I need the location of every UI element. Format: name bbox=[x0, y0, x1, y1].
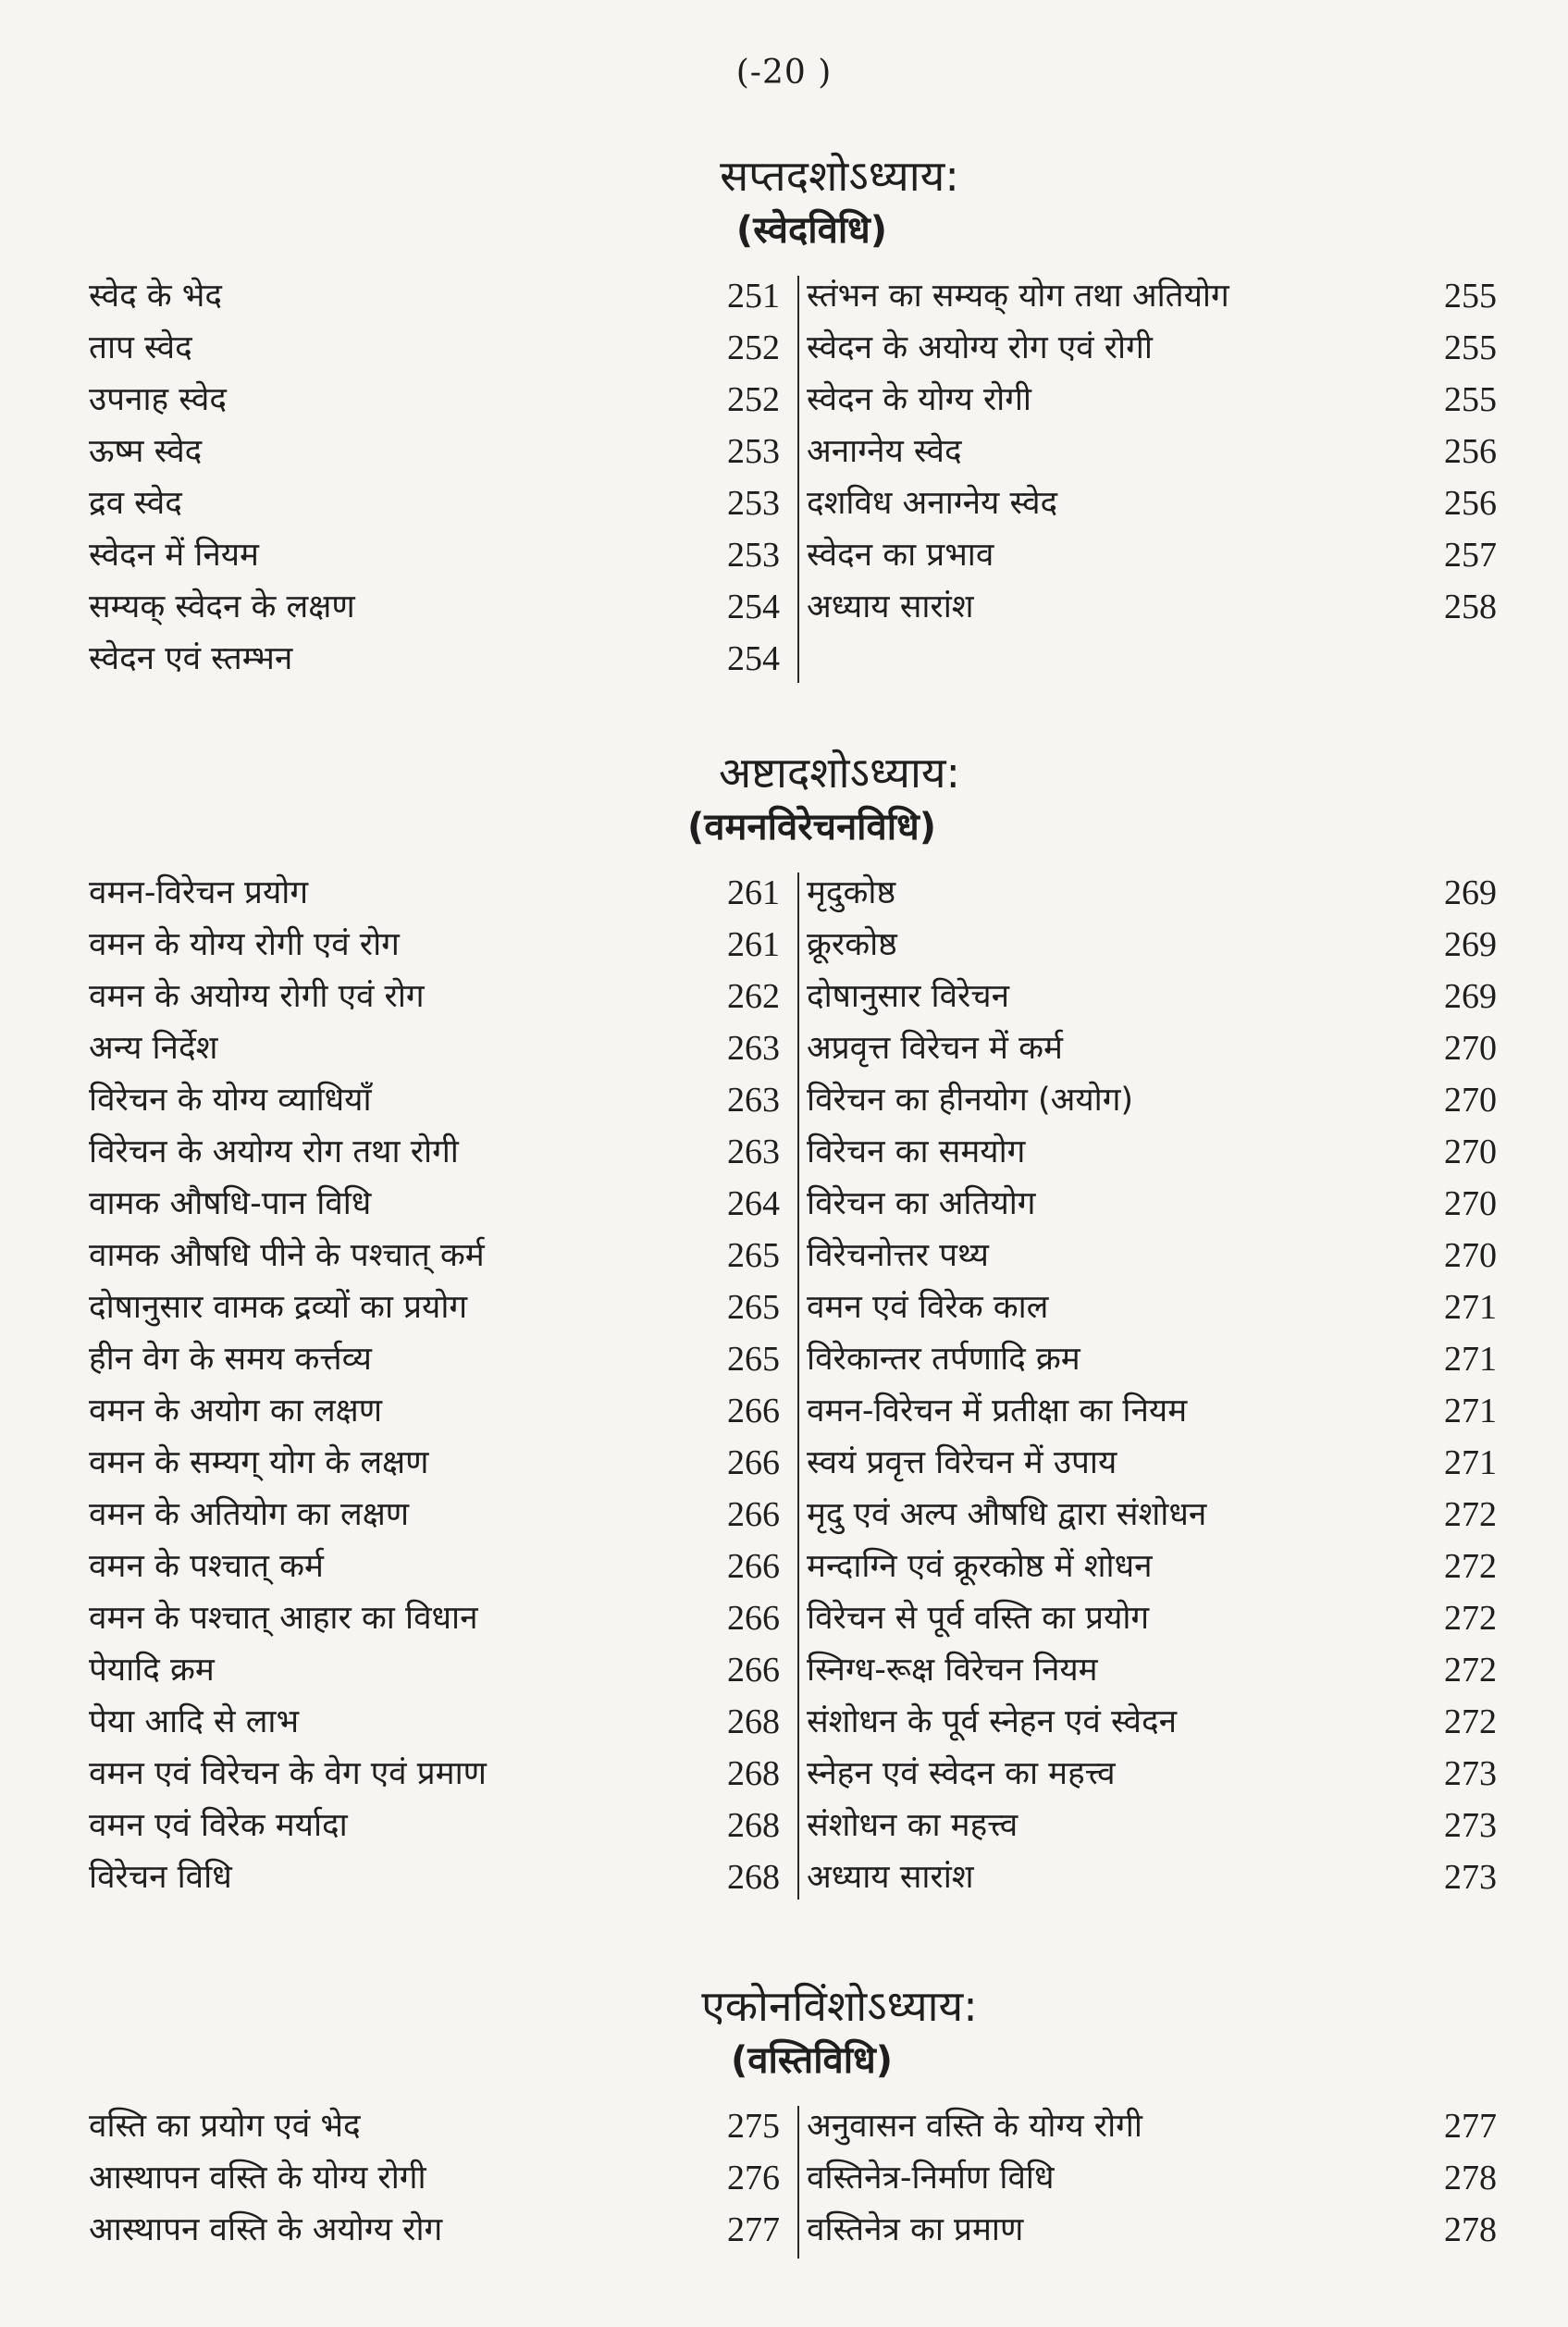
chapter-19-section bbox=[0, 1978, 1568, 2267]
toc-entry: स्निग्ध-रूक्ष विरेचन नियम 272 bbox=[807, 1651, 1497, 1690]
chapter-18-section bbox=[0, 745, 1568, 1912]
toc-entry: वमन के योग्य रोगी एवं रोग 261 bbox=[89, 925, 780, 964]
toc-entry: संशोधन का महत्त्व 273 bbox=[807, 1806, 1497, 1845]
toc-entry: आस्थापन वस्ति के योग्य रोगी 276 bbox=[89, 2159, 780, 2197]
toc-entry: वामक औषधि पीने के पश्चात् कर्म 265 bbox=[89, 1236, 780, 1275]
toc-entry: वमन के सम्यग् योग के लक्षण 266 bbox=[89, 1443, 780, 1482]
toc-entry: स्वेदन के योग्य रोगी 255 bbox=[807, 380, 1497, 419]
toc-entry: मृदुकोष्ठ 269 bbox=[807, 873, 1497, 912]
toc-entry: स्वेदन का प्रभाव 257 bbox=[807, 536, 1497, 575]
toc-entry: स्वेद के भेद 251 bbox=[89, 277, 780, 316]
toc-entry: विरेचन विधि 268 bbox=[89, 1858, 780, 1897]
toc-entry: वमन एवं विरेक मर्यादा 268 bbox=[89, 1806, 780, 1845]
toc-entry: वस्तिनेत्र का प्रमाण 278 bbox=[807, 2210, 1497, 2249]
toc-entry: अनुवासन वस्ति के योग्य रोगी 277 bbox=[807, 2107, 1497, 2146]
toc-entry: विरेचन से पूर्व वस्ति का प्रयोग 272 bbox=[807, 1599, 1497, 1638]
chapter-heading: एकोनविंशोऽध्याय: bbox=[701, 1981, 978, 2031]
toc-entry: सम्यक् स्वेदन के लक्षण 254 bbox=[89, 588, 780, 626]
toc-entry: स्नेहन एवं स्वेदन का महत्त्व 273 bbox=[807, 1754, 1497, 1793]
toc-entry: विरेचन के अयोग्य रोग तथा रोगी 263 bbox=[89, 1133, 780, 1171]
toc-table bbox=[0, 2100, 1568, 2267]
toc-entry: वस्तिनेत्र-निर्माण विधि 278 bbox=[807, 2159, 1497, 2197]
toc-entry: वमन एवं विरेचन के वेग एवं प्रमाण 268 bbox=[89, 1754, 780, 1793]
toc-entry: अन्य निर्देश 263 bbox=[89, 1029, 780, 1068]
toc-table bbox=[0, 867, 1568, 1912]
chapter-subheading: (स्वेदविधि) bbox=[735, 209, 888, 252]
toc-entry: विरेचन का हीनयोग (अयोग) 270 bbox=[807, 1081, 1497, 1120]
toc-entry: पेया आदि से लाभ 268 bbox=[89, 1702, 780, 1741]
toc-entry: वमन के अयोग का लक्षण 266 bbox=[89, 1392, 780, 1430]
toc-right-column bbox=[797, 2100, 1497, 2256]
toc-entry: संशोधन के पूर्व स्नेहन एवं स्वेदन 272 bbox=[807, 1702, 1497, 1741]
toc-entry: दशविध अनाग्नेय स्वेद 256 bbox=[807, 484, 1497, 523]
toc-entry: विरेचन का समयोग 270 bbox=[807, 1133, 1497, 1171]
toc-table bbox=[0, 270, 1568, 696]
toc-entry: स्तंभन का सम्यक् योग तथा अतियोग 255 bbox=[807, 277, 1497, 316]
toc-entry: स्वेदन में नियम 253 bbox=[89, 536, 780, 575]
toc-entry: मन्दाग्नि एवं क्रूरकोष्ठ में शोधन 272 bbox=[807, 1547, 1497, 1586]
toc-entry: विरेचन का अतियोग 270 bbox=[807, 1184, 1497, 1223]
toc-entry: वमन के पश्चात् आहार का विधान 266 bbox=[89, 1599, 780, 1638]
toc-entry: ऊष्म स्वेद 253 bbox=[89, 432, 780, 471]
toc-entry: अध्याय सारांश 258 bbox=[807, 588, 1497, 626]
toc-entry: दोषानुसार विरेचन 269 bbox=[807, 977, 1497, 1016]
toc-entry: स्वेदन एवं स्तम्भन 254 bbox=[89, 639, 780, 678]
chapter-heading: सप्तदशोऽध्याय: bbox=[720, 151, 959, 201]
toc-left-column bbox=[89, 270, 787, 685]
toc-left-column bbox=[89, 867, 787, 1903]
toc-entry: पेयादि क्रम 266 bbox=[89, 1651, 780, 1690]
toc-entry: वमन एवं विरेक काल 271 bbox=[807, 1288, 1497, 1327]
toc-entry: दोषानुसार वामक द्रव्यों का प्रयोग 265 bbox=[89, 1288, 780, 1327]
toc-entry: अप्रवृत्त विरेचन में कर्म 270 bbox=[807, 1029, 1497, 1068]
toc-entry: अनाग्नेय स्वेद 256 bbox=[807, 432, 1497, 471]
chapter-subheading: (वमनविरेचनविधि) bbox=[686, 806, 937, 848]
toc-entry: वमन के पश्चात् कर्म 266 bbox=[89, 1547, 780, 1586]
toc-entry: विरेचनोत्तर पथ्य 270 bbox=[807, 1236, 1497, 1275]
toc-entry: ताप स्वेद 252 bbox=[89, 328, 780, 367]
toc-entry: द्रव स्वेद 253 bbox=[89, 484, 780, 523]
toc-entry: उपनाह स्वेद 252 bbox=[89, 380, 780, 419]
page-number: (-20 ) bbox=[735, 54, 833, 92]
chapter-heading: अष्टादशोऽध्याय: bbox=[718, 748, 961, 798]
toc-left-column bbox=[89, 2100, 787, 2256]
toc-entry: आस्थापन वस्ति के अयोग्य रोग 277 bbox=[89, 2210, 780, 2249]
toc-entry: हीन वेग के समय कर्त्तव्य 265 bbox=[89, 1340, 780, 1379]
toc-right-column bbox=[797, 867, 1497, 1903]
toc-entry: विरेचन के योग्य व्याधियाँ 263 bbox=[89, 1081, 780, 1120]
chapter-17-section bbox=[0, 148, 1568, 696]
toc-right-column bbox=[797, 270, 1497, 633]
toc-entry: स्वयं प्रवृत्त विरेचन में उपाय 271 bbox=[807, 1443, 1497, 1482]
toc-entry: वामक औषधि-पान विधि 264 bbox=[89, 1184, 780, 1223]
toc-entry: क्रूरकोष्ठ 269 bbox=[807, 925, 1497, 964]
toc-entry: अध्याय सारांश 273 bbox=[807, 1858, 1497, 1897]
toc-entry: वमन-विरेचन में प्रतीक्षा का नियम 271 bbox=[807, 1392, 1497, 1430]
toc-entry: वमन के अतियोग का लक्षण 266 bbox=[89, 1495, 780, 1534]
toc-entry: विरेकान्तर तर्पणादि क्रम 271 bbox=[807, 1340, 1497, 1379]
toc-entry: वस्ति का प्रयोग एवं भेद 275 bbox=[89, 2107, 780, 2146]
toc-entry: मृदु एवं अल्प औषधि द्वारा संशोधन 272 bbox=[807, 1495, 1497, 1534]
toc-entry: वमन-विरेचन प्रयोग 261 bbox=[89, 873, 780, 912]
toc-entry: वमन के अयोग्य रोगी एवं रोग 262 bbox=[89, 977, 780, 1016]
chapter-subheading: (वस्तिविधि) bbox=[730, 2039, 894, 2082]
toc-entry: स्वेदन के अयोग्य रोग एवं रोगी 255 bbox=[807, 328, 1497, 367]
